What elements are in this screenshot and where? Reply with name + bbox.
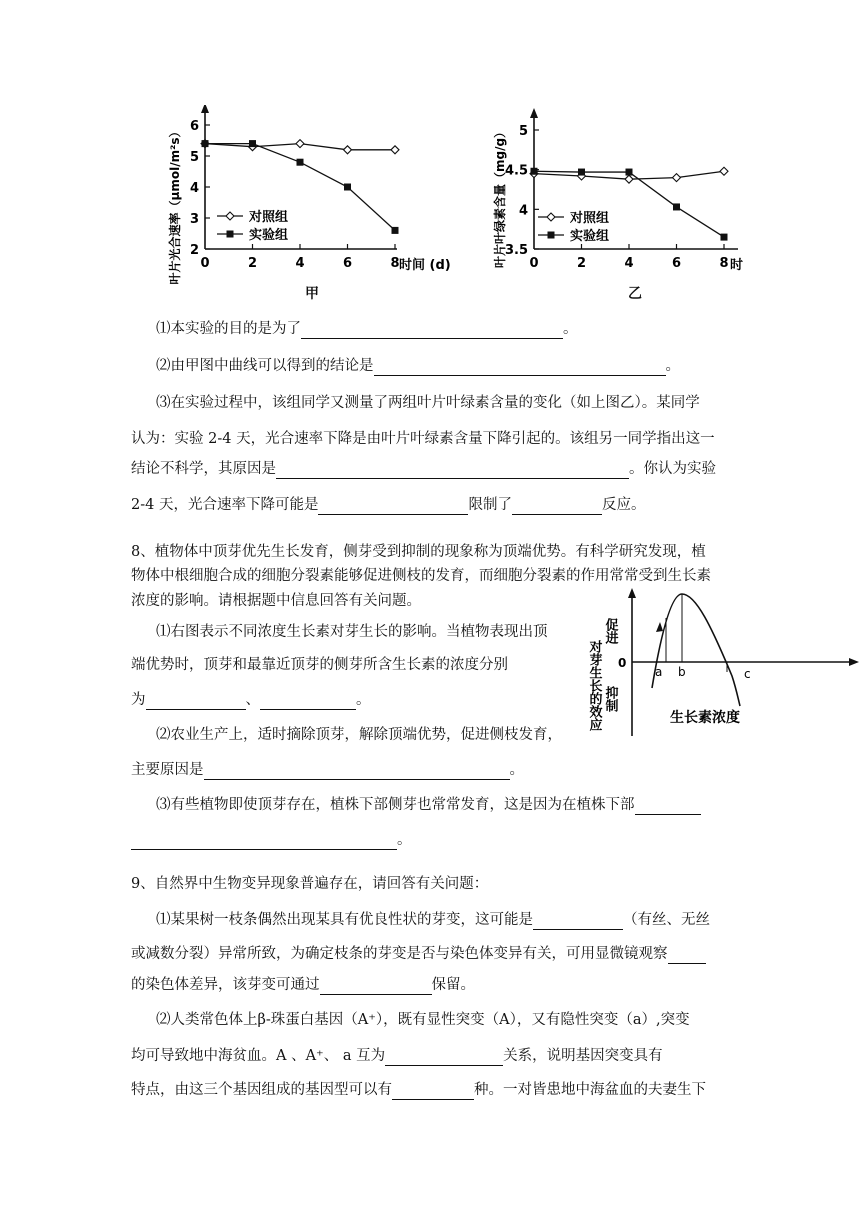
q9-1-text: ⑴某果树一枝条偶然出现某具有优良性状的芽变，这可能是 [156,912,533,928]
blank[interactable] [635,798,701,815]
q9-2-line1: ⑵人类常色体上β-珠蛋白基因（A⁺），既有显性突变（A），又有隐性突变（a）,突变 [156,1012,690,1028]
y-tick-label: 3 [189,212,199,227]
data-point [578,169,585,176]
y-axis-arrow [530,108,538,118]
curve-arrow [656,622,663,632]
q9-2-line2 [131,1046,663,1066]
q8-line2: 物体中根细胞合成的细胞分裂素能够促进侧枝的发育，而细胞分裂素的作用常常受到生长素 [131,568,711,584]
x-tick-label: 6 [342,256,353,271]
q8-3-text: ⑶有些植物即使顶芽存在，植株下部侧芽也常常发育，这是因为在植株下部 [156,797,635,813]
q8-3-line2 [131,830,412,850]
fig-ylabel: 对芽生长的效应 [586,640,602,731]
blank[interactable] [374,359,666,376]
blank[interactable] [276,462,629,479]
q9-1-line1 [156,910,710,930]
q9-line1: 9、自然界中生物变异现象普遍存在，请回答有关问题： [131,876,489,892]
q9-2-text2: 关系，说明基因突变具有 [503,1048,663,1064]
y-tick-label: 4.5 [504,163,528,179]
chart-yi [488,105,748,300]
data-point [721,234,728,241]
data-point [626,169,633,176]
blank[interactable] [392,1083,474,1100]
x-axis-label: 时间 (d) [399,258,451,273]
q9-1-line3 [131,975,475,995]
chart-jia-ylabel: 叶片光合速率（μmol/m²s） [168,125,182,285]
data-point [392,227,399,234]
q8-1-end: 。 [356,692,371,708]
q7-3-line2: 认为：实验 2-4 天，光合速率下降是由叶片叶绿素含量下降引起的。该组另一同学指出这一 [131,431,715,447]
legend-label: 对照组 [570,211,610,226]
x-tick-label: 4 [624,256,634,271]
y-tick-label: 5 [189,150,199,165]
series-line [205,144,395,231]
fig-inhibit: 抑制 [602,686,618,712]
q7-3-line3 [131,459,716,479]
q7-1-end: 。 [563,321,578,337]
y-tick-label: 4 [518,203,528,219]
q7-4-text3: 反应。 [601,497,646,513]
fig-c: c [744,667,751,681]
x-tick-label: 4 [295,256,305,271]
q7-1 [156,319,578,339]
fig-xlabel: 生长素浓度 [670,710,740,726]
x-tick-label: 2 [576,256,587,271]
data-point [673,203,680,210]
legend-label: 对照组 [249,210,289,225]
data-point [344,146,352,154]
q8-line1: 8、植物体中顶芽优先生长发育，侧芽受到抑制的现象称为顶端优势。有科学研究发现，植 [131,544,706,560]
q9-2-text4: 种。一对皆患地中海盆血的夫妻生下 [474,1082,706,1098]
legend-marker [227,231,234,238]
y-tick-label: 3.5 [504,243,528,258]
data-point [249,140,256,147]
q8-3-end: 。 [397,832,412,848]
blank[interactable] [204,763,510,780]
q8-1-line2: 端优势时，顶芽和最靠近顶芽的侧芽所含生长素的浓度分别 [131,657,508,673]
legend-label: 实验组 [249,228,289,243]
q9-2-text: 均可导致地中海贫血。A 、A⁺、 a 互为 [131,1048,386,1064]
q7-2 [156,356,680,376]
blank[interactable] [320,978,432,995]
x-tick-label: 6 [671,256,682,271]
q8-2-line1: ⑵农业生产上，适时摘除顶芽，解除顶端优势，促进侧枝发育， [156,727,562,743]
q7-4-text2: 限制了 [468,497,512,513]
q8-2-line2 [131,760,524,780]
x-tick-label: 0 [200,256,210,271]
chart-yi-panel-label: 乙 [628,286,642,302]
blank[interactable] [512,498,602,515]
blank[interactable] [533,913,623,930]
y-axis-arrow [201,105,209,113]
y-tick-label: 2 [189,243,199,258]
legend-marker [547,213,555,221]
data-point [296,140,304,148]
chart-yi-ylabel: 叶片叶绿素含量（mg/g） [493,125,507,269]
chart-jia-panel-label: 甲 [305,286,319,302]
data-point [202,140,209,147]
q8-3-line1 [156,795,701,815]
fig-a: a [655,665,663,679]
q8-2-text: 主要原因是 [131,762,204,778]
y-tick-label: 5 [518,124,528,139]
q7-1-text: ⑴本实验的目的是为了 [156,321,301,337]
x-axis-label: 时 [730,258,744,273]
q7-2-text: ⑵由甲图中曲线可以得到的结论是 [156,358,374,374]
fig-zero: 0 [618,656,627,670]
legend-marker [226,212,234,220]
blank[interactable] [260,693,356,710]
data-point [531,168,538,175]
q7-2-end: 。 [665,358,680,374]
q7-4-text: 2-4 天，光合速率下降可能是 [131,497,319,513]
legend-label: 实验组 [570,229,610,244]
blank[interactable] [668,947,706,964]
q9-1-line2 [131,944,706,964]
data-point [673,174,681,182]
data-point [391,146,399,154]
q7-3-text2: 。你认为实验 [629,461,716,477]
q8-2-end: 。 [509,762,524,778]
blank[interactable] [318,498,468,515]
q9-1-text3: 或减数分裂）异常所致，为确定枝条的芽变是否与染色体变异有关，可用显微镜观察 [131,946,668,962]
q9-2-text3: 特点，由这三个基因组成的基因型可以有 [131,1082,392,1098]
q8-1-sep: 、 [245,692,260,708]
y-tick-label: 4 [189,181,199,196]
q7-3-text: 结论不科学，其原因是 [131,461,276,477]
response-curve [652,594,740,706]
data-point [297,159,304,166]
data-point [625,175,633,183]
y-axis-arrow [628,588,636,598]
q9-1-text5: 保留。 [431,977,475,993]
x-tick-label: 2 [247,256,258,271]
q9-2-line3 [131,1080,706,1100]
q8-1-text: 为 [131,692,146,708]
x-axis-arrow [849,658,859,666]
blank[interactable] [301,322,563,339]
q8-1-line3 [131,690,371,710]
q7-3-line1: ⑶在实验过程中，该组同学又测量了两组叶片叶绿素含量的变化（如上图乙）。某同学 [156,395,700,411]
blank[interactable] [146,693,246,710]
q9-1-text2: （有丝、无丝 [623,912,710,928]
q7-3-line4 [131,495,645,515]
q8-line3: 浓度的影响。请根据题中信息回答有关问题。 [131,593,421,609]
legend-marker [548,232,555,239]
x-tick-label: 8 [719,256,729,271]
blank[interactable] [131,833,397,850]
y-tick-label: 6 [189,119,199,134]
x-tick-label: 8 [390,256,400,271]
data-point [720,167,728,175]
fig-promote: 促进 [602,618,618,644]
q9-1-text4: 的染色体差异，该芽变可通过 [131,977,320,993]
auxin-effect-figure [584,588,860,736]
data-point [344,184,351,191]
x-tick-label: 0 [529,256,539,271]
q8-1-line1: ⑴右图表示不同浓度生长素对芽生长的影响。当植物表现出顶 [156,624,548,640]
chart-jia [165,105,465,300]
blank[interactable] [385,1049,503,1066]
fig-b: b [678,665,686,679]
